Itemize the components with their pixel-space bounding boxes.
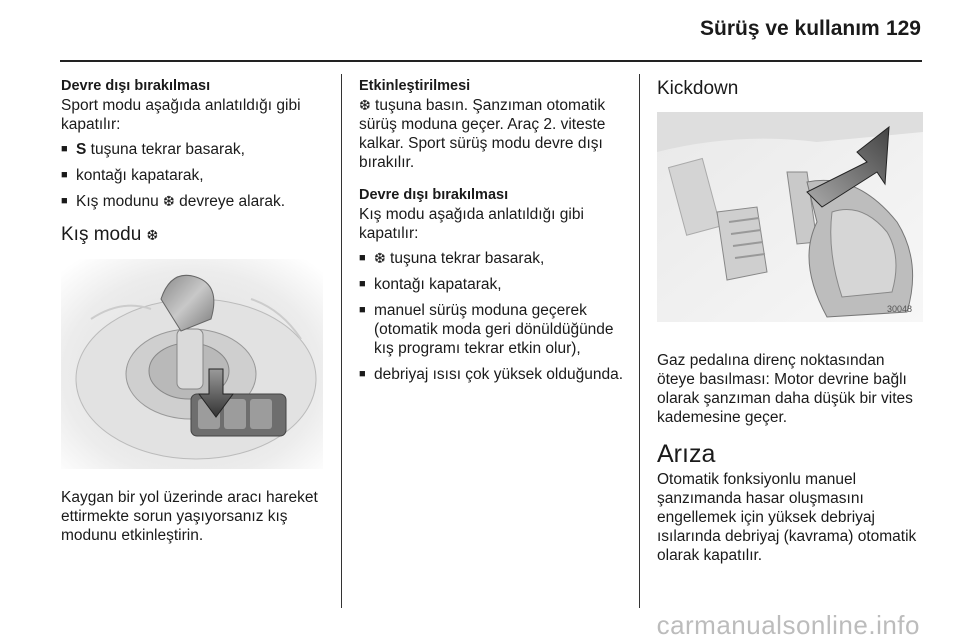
fault-paragraph: Otomatik fonksiyonlu manuel şanzımanda hasar oluşmasını engellemek için yüksek debriyaj ısılarında debriyaj (kavrama) otomatik olarak kapatılır.: [657, 471, 917, 564]
kickdown-heading: Kickdown: [657, 78, 739, 99]
list-item-text: tuşuna tekrar basarak,: [385, 250, 545, 267]
winter-mode-heading: [61, 225, 336, 245]
snowflake-icon: ❆: [146, 227, 159, 243]
snowflake-icon: ❆: [163, 193, 175, 209]
pedal-image: [657, 112, 923, 322]
figure-code: 30048: [887, 304, 913, 314]
gear-selector-illustration: [61, 259, 323, 474]
column-divider-2: [639, 74, 640, 608]
sport-intro: Sport modu aşağıda anlatıldığı gibi kapatılır:: [61, 97, 301, 133]
paragraph-text: tuşuna basın. Şanzıman otomatik sürüş moduna geçer. Araç 2. viteste kalkar. Sport sürüş modu devre dışı bırakılır.: [359, 97, 606, 171]
activation-paragraph: [359, 96, 634, 172]
list-item-text: Kış modunu: [76, 193, 164, 210]
list-item: [359, 249, 634, 268]
pedal-illustration: [657, 112, 923, 327]
list-item: ■ manuel sürüş moduna geçerek (otomatik moda geri dönüldüğünde kış programı tekrar etkin olur),: [359, 301, 634, 358]
kickdown-paragraph: Gaz pedalına direnç noktasından öteye basılması: Motor devrine bağlı olarak şanzıman daha düşük bir vites kademesine geçer.: [657, 352, 913, 426]
subheading-activation: Etkinleştirilmesi: [359, 78, 471, 94]
winter-off-list: [359, 249, 634, 384]
list-item: ■ kontağı kapatarak,: [359, 275, 634, 294]
page-number: 129: [885, 17, 921, 40]
subheading-deactivation: Devre dışı bırakılması: [359, 187, 509, 203]
subheading-deactivation: Devre dışı bırakılması: [61, 78, 211, 94]
watermark: carmanualsonline.info: [656, 610, 920, 640]
gear-selector-image: [61, 259, 323, 469]
sport-off-list: [61, 140, 336, 211]
column-3: [657, 77, 923, 565]
list-item: ■ kontağı kapatarak,: [61, 166, 336, 185]
snowflake-icon: ❆: [374, 250, 386, 266]
column-1: [61, 77, 336, 545]
list-item-text: devreye alarak.: [174, 193, 286, 210]
column-2: [359, 77, 634, 391]
s-key-label: S: [76, 141, 87, 158]
column-divider-1: [341, 74, 342, 608]
winter-mode-caption: Kaygan bir yol üzerinde aracı hareket ettirmekte sorun yaşıyorsanız kış modunu etkinleştirin.: [61, 489, 318, 544]
heading-text: Kış modu: [61, 224, 142, 245]
list-item: [61, 140, 336, 159]
list-item: [61, 192, 336, 211]
header-rule: [60, 60, 922, 62]
snowflake-icon: ❆: [359, 97, 371, 113]
list-item-text: tuşuna tekrar basarak,: [86, 141, 245, 158]
list-item: ■ debriyaj ısısı çok yüksek olduğunda.: [359, 365, 634, 384]
chapter-title: Sürüş ve kullanım: [700, 17, 880, 40]
winter-intro: Kış modu aşağıda anlatıldığı gibi kapatılır:: [359, 206, 584, 242]
fault-heading: Arıza: [657, 440, 716, 468]
